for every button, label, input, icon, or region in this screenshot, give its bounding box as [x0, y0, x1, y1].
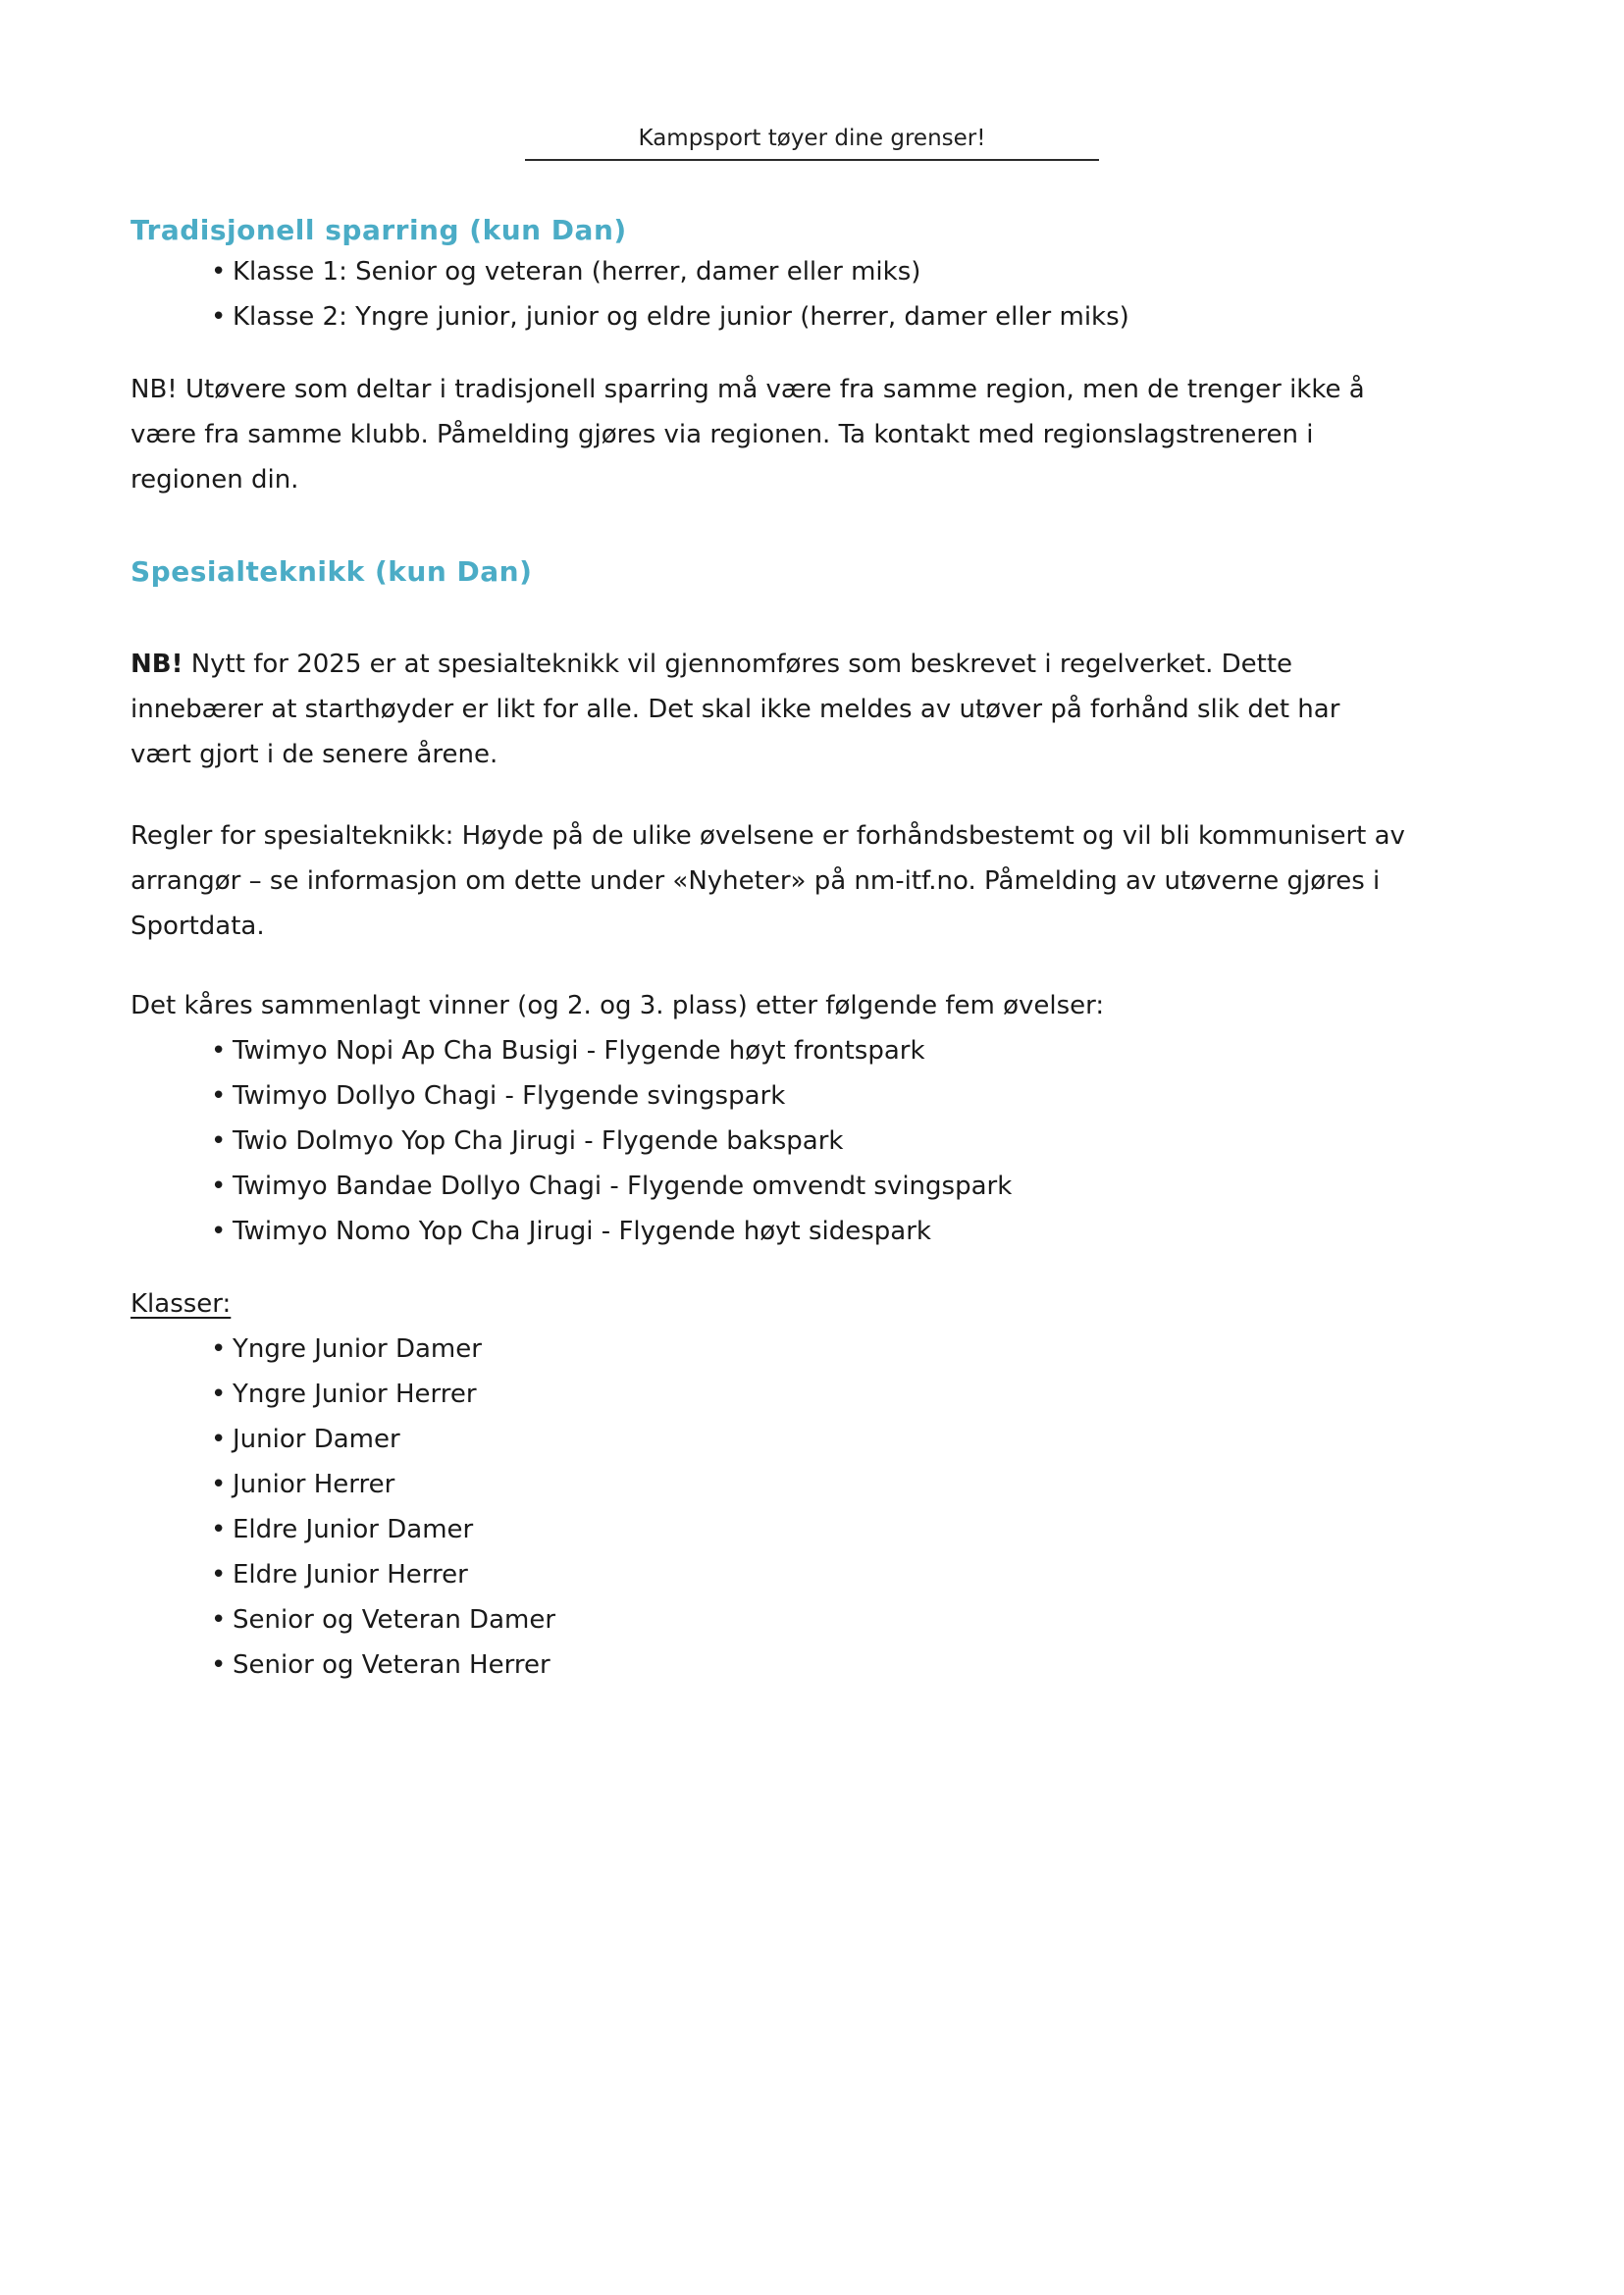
list-item-technique: • Twimyo Bandae Dollyo Chagi - Flygende omvendt svingspark: [131, 1164, 1506, 1209]
section-heading-traditional-sparring: Tradisjonell sparring (kun Dan): [131, 214, 627, 246]
header-tagline-text: Kampsport tøyer dine grenser!: [638, 126, 986, 151]
list-item-class: • Senior og Veteran Damer: [131, 1597, 1506, 1643]
classes-label: Klasser:: [131, 1289, 232, 1319]
paragraph-line-rest: Nytt for 2025 er at spesialteknikk vil gjennomføres som beskrevet i regelverket. Dette: [183, 650, 1293, 679]
exercises-intro-paragraph: Det kåres sammenlagt vinner (og 2. og 3. plass) etter følgende fem øvelser:: [131, 991, 1105, 1020]
list-item-class: • Eldre Junior Damer: [131, 1507, 1506, 1552]
list-item-class: • Senior og Veteran Herrer: [131, 1643, 1506, 1688]
list-item-klasse-1: • Klasse 1: Senior og veteran (herrer, damer eller miks): [131, 249, 1506, 294]
page-header: [118, 124, 1506, 161]
techniques-list: [131, 1028, 1506, 1254]
traditional-note-paragraph: [131, 367, 1506, 502]
list-item-technique: • Twimyo Dollyo Chagi - Flygende svingspark: [131, 1073, 1506, 1119]
paragraph-line: [131, 642, 1506, 687]
list-item-technique: • Twimyo Nomo Yop Cha Jirugi - Flygende høyt sidespark: [131, 1209, 1506, 1254]
list-item-class: • Yngre Junior Damer: [131, 1327, 1506, 1372]
classes-list: [131, 1327, 1506, 1688]
list-item-class: • Yngre Junior Herrer: [131, 1372, 1506, 1417]
paragraph-line: NB! Utøvere som deltar i tradisjonell sparring må være fra samme region, men de trenger ikke å: [131, 375, 1365, 404]
special-technique-rules-paragraph: [131, 813, 1506, 949]
special-technique-nb-paragraph: [131, 642, 1506, 777]
paragraph-line: Regler for spesialteknikk: Høyde på de ulike øvelsene er forhåndsbestemt og vil bli kommunisert av: [131, 821, 1405, 851]
list-item-class: • Eldre Junior Herrer: [131, 1552, 1506, 1597]
list-item-class: • Junior Damer: [131, 1417, 1506, 1462]
list-item-technique: • Twio Dolmyo Yop Cha Jirugi - Flygende bakspark: [131, 1119, 1506, 1164]
nb-bold-label: NB!: [131, 650, 183, 679]
paragraph-line: være fra samme klubb. Påmelding gjøres via regionen. Ta kontakt med regionslagstreneren i: [131, 420, 1314, 449]
paragraph-line: arrangør – se informasjon om dette under «Nyheter» på nm-itf.no. Påmelding av utøverne gjøres i: [131, 866, 1381, 896]
paragraph-line: vært gjort i de senere årene.: [131, 740, 498, 769]
paragraph-line: Sportdata.: [131, 912, 265, 941]
list-item-technique: • Twimyo Nopi Ap Cha Busigi - Flygende høyt frontspark: [131, 1028, 1506, 1073]
paragraph-line: innebærer at starthøyder er likt for alle. Det skal ikke meldes av utøver på forhånd slik det har: [131, 695, 1340, 724]
section-heading-special-technique: Spesialteknikk (kun Dan): [131, 555, 533, 588]
traditional-classes-list: [131, 249, 1506, 339]
paragraph-line: regionen din.: [131, 465, 299, 495]
list-item-class: • Junior Herrer: [131, 1462, 1506, 1507]
header-tagline: [525, 124, 1099, 161]
list-item-klasse-2: • Klasse 2: Yngre junior, junior og eldre junior (herrer, damer eller miks): [131, 294, 1506, 339]
